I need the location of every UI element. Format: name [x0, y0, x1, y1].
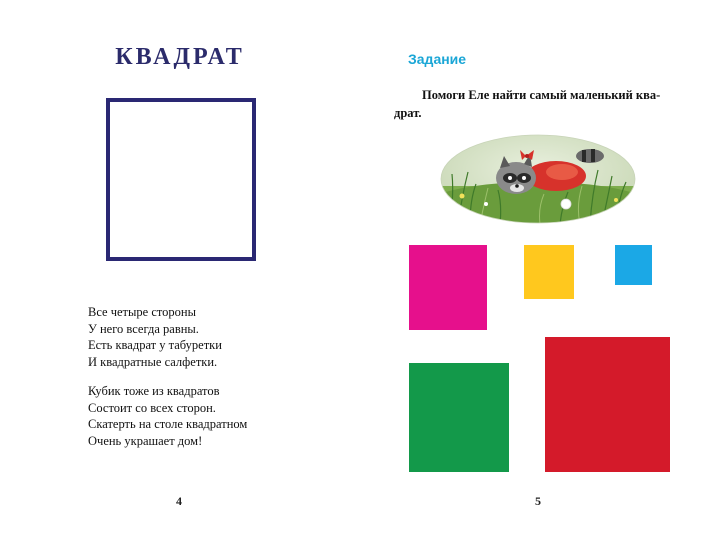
page-title: КВАДРАТ: [115, 44, 245, 70]
right-page: [360, 0, 720, 540]
poem-line: Скатерть на столе квадратном: [88, 417, 248, 431]
green-square[interactable]: [409, 363, 509, 472]
poem-line: Состоит со всех сторон.: [88, 400, 216, 415]
red-square[interactable]: [545, 337, 670, 472]
poem-line: Есть квадрат у табуретки: [88, 338, 222, 352]
poem-stanza-2: [88, 383, 247, 449]
task-instruction-line-1: Помоги Еле найти самый маленький ква-: [422, 88, 661, 102]
poem-line: Все четыре стороны: [88, 305, 197, 319]
magenta-square[interactable]: [409, 245, 487, 330]
task-instruction: [394, 86, 678, 122]
poem-line: Очень украшает дом!: [88, 433, 203, 448]
blue-square[interactable]: [615, 245, 652, 285]
page-number-left: 4: [176, 494, 182, 508]
poem-stanza-1: [88, 304, 247, 370]
outlined-square-figure: [106, 98, 256, 261]
task-instruction-line-2: драт.: [394, 106, 422, 120]
raccoon-in-grass-illustration: [440, 134, 636, 224]
yellow-square[interactable]: [524, 245, 574, 299]
poem-line: И квадратные салфетки.: [88, 354, 218, 369]
page-number-right: 5: [535, 494, 541, 508]
poem-line: У него всегда равны.: [88, 321, 199, 336]
poem: [88, 304, 247, 462]
task-title: Задание: [408, 51, 467, 67]
poem-line: Кубик тоже из квадратов: [88, 384, 220, 398]
